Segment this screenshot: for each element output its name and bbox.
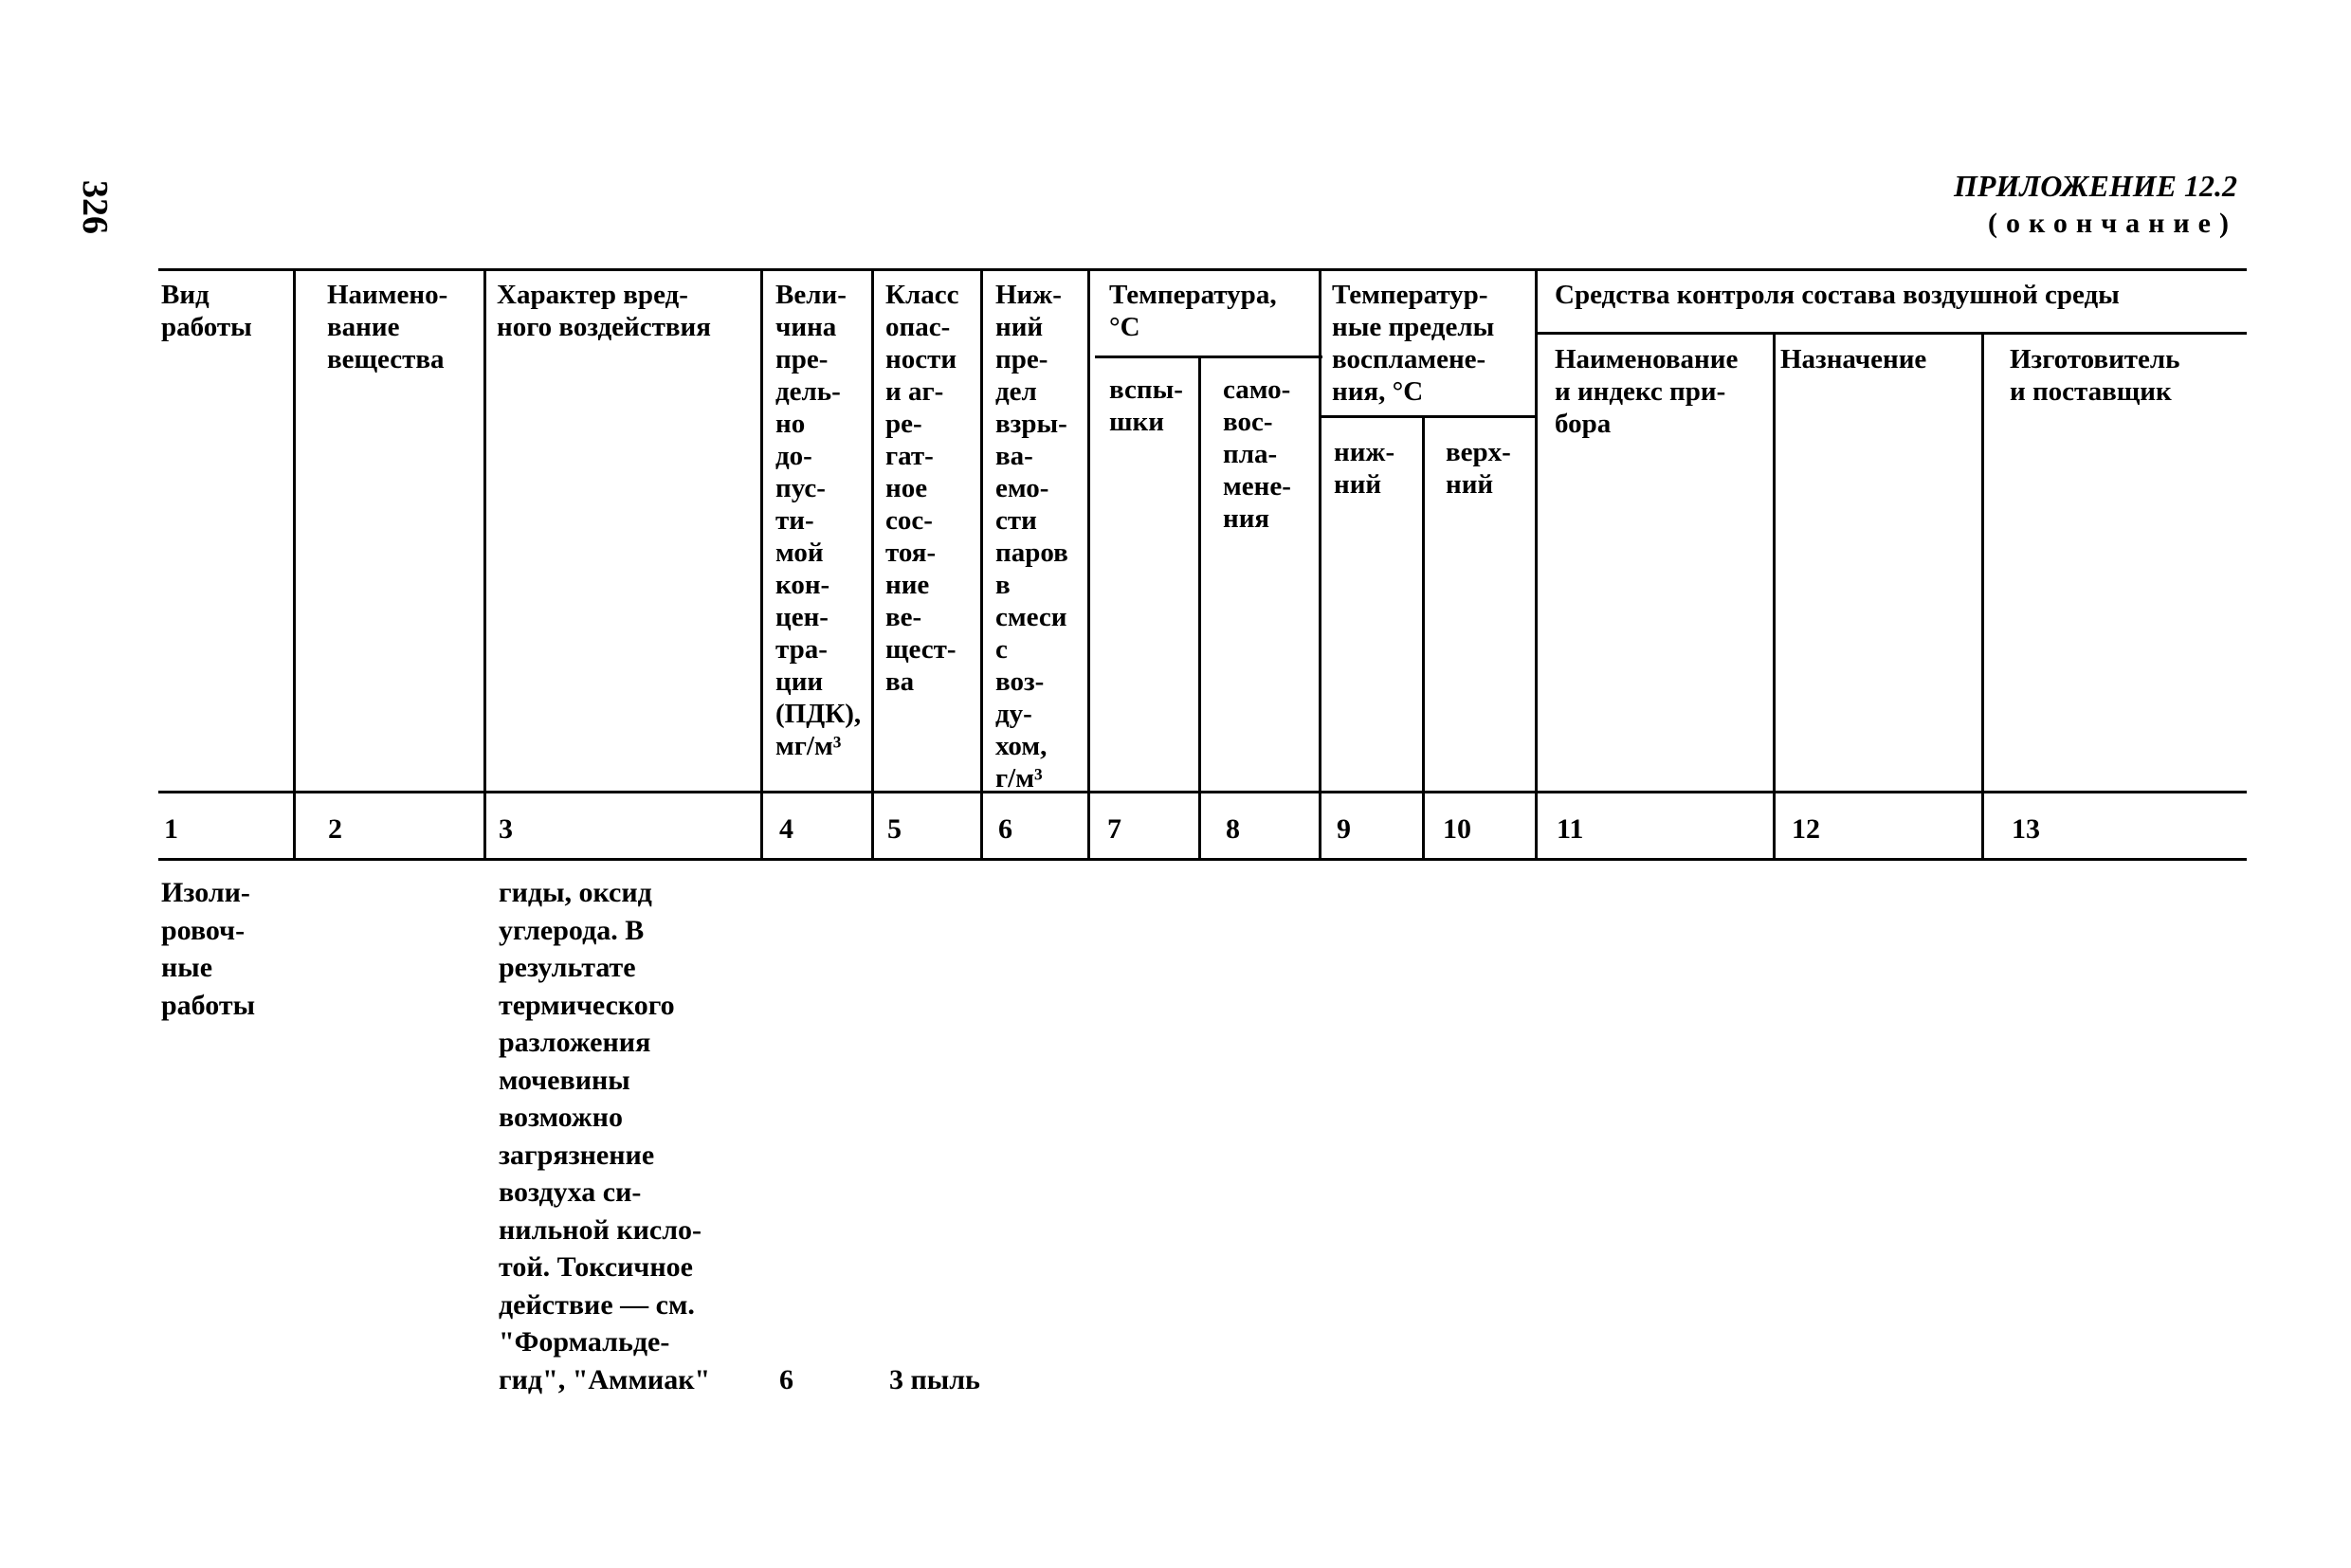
- control-group-rule: [1538, 332, 2247, 335]
- row-hazard-class: 3 пыль: [889, 1364, 980, 1395]
- column-number: 4: [779, 813, 793, 845]
- header-bottom-rule: [158, 791, 2247, 793]
- table-top-rule: [158, 268, 2247, 271]
- row-mpc-value: 6: [779, 1364, 793, 1395]
- header-mpc: Вели- чина пре- дель- но до- пус- ти- мой кон- цен- тра- ции (ПДК), мг/м³: [775, 280, 862, 761]
- column-number: 10: [1443, 813, 1471, 845]
- column-number: 6: [998, 813, 1012, 845]
- col-divider-1: [293, 268, 296, 859]
- temp-group-rule: [1095, 356, 1322, 358]
- column-number: 13: [2012, 813, 2040, 845]
- page-number: 326: [75, 180, 115, 234]
- header-hazard-class: Класс опас- ности и аг- ре- гат- ное сос- тоя- ние ве- щест- ва: [885, 280, 959, 697]
- column-number: 3: [499, 813, 513, 845]
- appendix-title: ПРИЛОЖЕНИЕ 12.2: [1953, 169, 2237, 203]
- col-divider-8: [1319, 268, 1321, 859]
- header-flash-point: вспы- шки: [1109, 374, 1183, 437]
- column-number: 11: [1557, 813, 1584, 845]
- header-manufacturer: Изготовитель и поставщик: [2010, 344, 2180, 407]
- col-divider-7: [1198, 356, 1201, 859]
- col-divider-10: [1535, 268, 1538, 859]
- column-number: 5: [887, 813, 902, 845]
- col-divider-9: [1422, 415, 1425, 859]
- header-work-type: Вид работы: [161, 280, 252, 342]
- header-lower-limit: ниж- ний: [1334, 437, 1395, 500]
- col-divider-3: [760, 268, 763, 859]
- col-divider-6: [1087, 268, 1090, 859]
- column-number: 7: [1107, 813, 1121, 845]
- numbers-bottom-rule: [158, 858, 2247, 861]
- column-number: 1: [164, 813, 178, 845]
- header-ignition-limits-group: Температур- ные пределы воспламене- ния, °С: [1332, 280, 1495, 407]
- column-number: 2: [328, 813, 342, 845]
- header-purpose: Назначение: [1780, 344, 1927, 374]
- col-divider-11: [1773, 332, 1776, 859]
- column-number: 8: [1226, 813, 1240, 845]
- column-number: 9: [1337, 813, 1351, 845]
- col-divider-12: [1981, 332, 1984, 859]
- row-work-type: Изоли- ровоч- ные работы: [161, 877, 256, 1021]
- column-number: 12: [1792, 813, 1820, 845]
- header-lower-explosive-limit: Ниж- ний пре- дел взры- ва- емо- сти паров в смеси с воз- ду- хом, г/м³: [995, 280, 1068, 793]
- col-divider-5: [980, 268, 983, 859]
- limits-group-rule: [1321, 415, 1538, 418]
- header-harmful-effect: Характер вред- ного воздействия: [497, 280, 711, 342]
- header-device-name: Наименование и индекс при- бора: [1555, 344, 1739, 439]
- appendix-subtitle: (окончание): [1988, 208, 2237, 239]
- header-substance-name: Наимено- вание вещества: [327, 280, 448, 374]
- header-autoignition: само- вос- пла- мене- ния: [1223, 374, 1291, 534]
- header-temperature-group: Температура, °С: [1109, 280, 1277, 342]
- row-harmful-effect: гиды, оксид углерода. В результате термического разложения мочевины возможно загрязнение воздуха си- нильной кисло- той. Токсичное действие — см. "Формальде- гид", "Аммиак": [499, 877, 711, 1395]
- header-upper-limit: верх- ний: [1446, 437, 1511, 500]
- header-air-control-group: Средства контроля состава воздушной среды: [1555, 280, 2120, 310]
- col-divider-2: [483, 268, 486, 859]
- col-divider-4: [871, 268, 874, 859]
